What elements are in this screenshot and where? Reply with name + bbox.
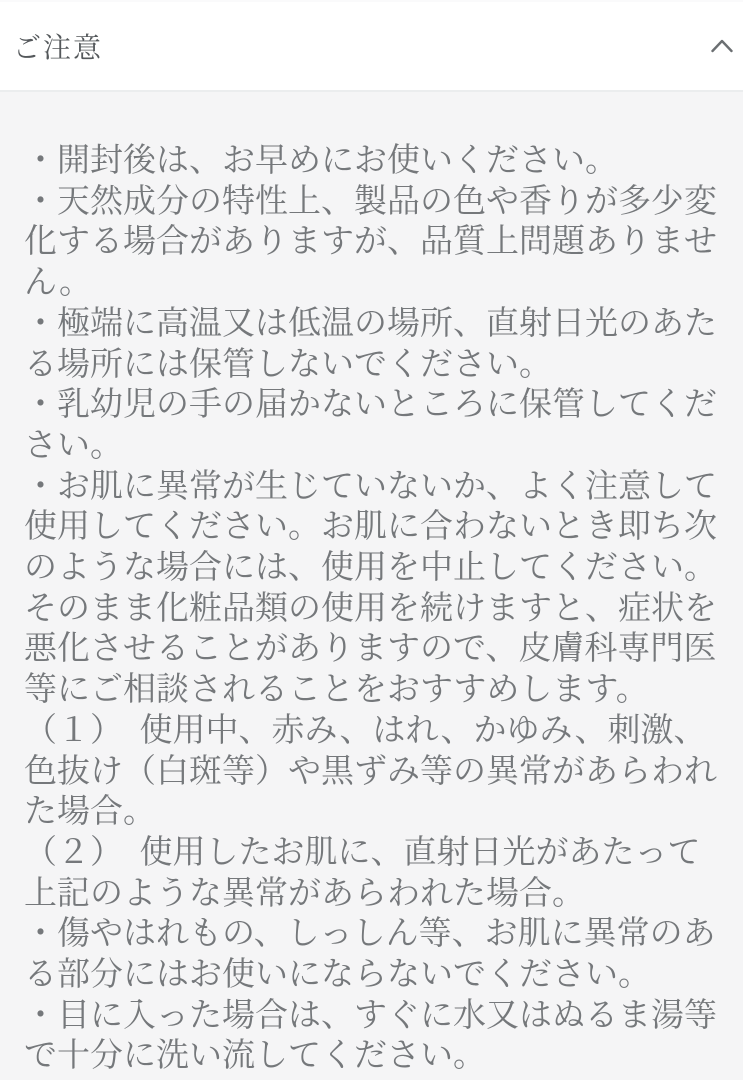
notice-accordion-header[interactable] — [0, 2, 743, 92]
notice-list-item: ・お肌に異常が生じていないか、よく注意して使用してください。お肌に合わないとき即ち次のような場合には、使用を中止してください。そのまま化粧品類の使用を続けますと、症状を悪化させることがありますので、皮膚科専門医等にご相談されることをおすすめします。 — [24, 466, 717, 708]
notice-list-item: ・傷やはれもの、しっしん等、お肌に異常のある部分にはお使いにならないでください。 — [24, 914, 716, 993]
notice-section-title: ご注意 — [13, 32, 104, 63]
notice-list-item: （２） 使用したお肌に、直射日光があたって上記のような異常があらわれた場合。 — [24, 832, 701, 911]
notice-list-item: ・天然成分の特性上、製品の色や香りが多少変化する場合がありますが、品質上問題ありません。 — [24, 181, 717, 301]
notice-list-item: ・目に入った場合は、すぐに水又はぬるま湯等で十分に洗い流してください。 — [24, 995, 717, 1074]
notice-list-item: ・極端に高温又は低温の場所、直射日光のあたる場所には保管しないでください。 — [24, 303, 717, 382]
notice-body — [0, 92, 743, 1080]
notice-list-item: ・乳幼児の手の届かないところに保管してください。 — [24, 385, 717, 463]
chevron-up-icon[interactable] — [705, 29, 739, 63]
notice-list-item: （１） 使用中、赤み、はれ、かゆみ、刺激、色抜け（白斑等）や黒ずみ等の異常があらわれた場合。 — [24, 710, 717, 830]
notice-list-item: ・開封後は、お早めにお使いください。 — [24, 141, 618, 178]
